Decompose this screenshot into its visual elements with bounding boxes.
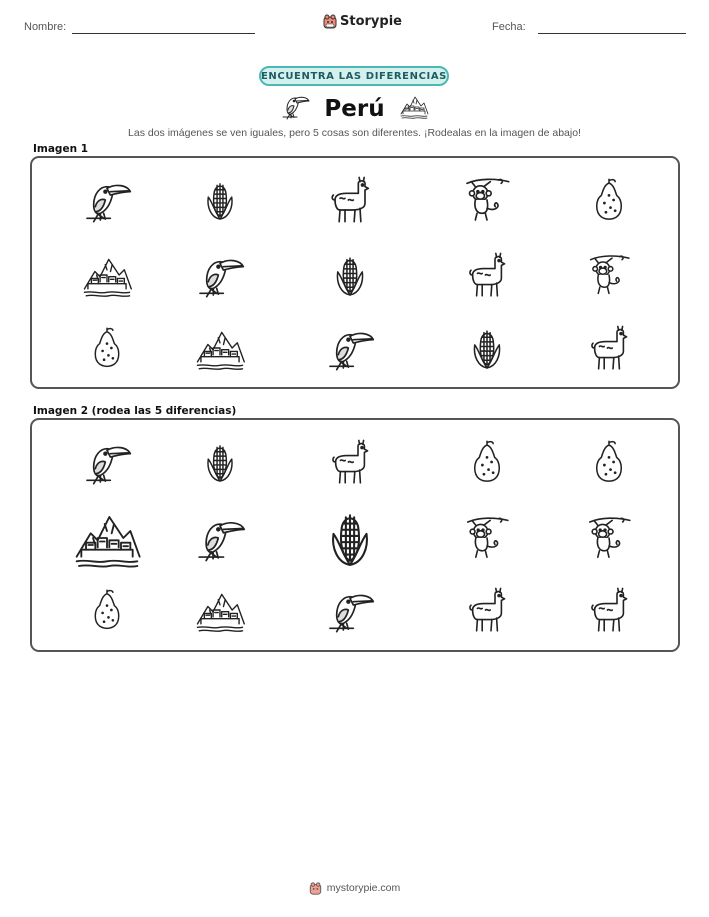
pear-icon[interactable] — [574, 432, 644, 492]
image-1-grid — [32, 158, 678, 387]
section-1-label: Imagen 1 — [33, 143, 89, 155]
monkey-icon — [452, 170, 522, 230]
pear-icon — [72, 318, 142, 378]
name-line[interactable] — [72, 33, 255, 34]
storypie-logo — [323, 13, 402, 29]
toucan-icon — [315, 318, 385, 378]
toucan-icon — [280, 91, 310, 126]
monkey-icon[interactable] — [452, 508, 522, 568]
image-2-grid — [32, 420, 678, 650]
corn-icon — [452, 318, 522, 378]
corn-icon — [315, 245, 385, 305]
footer — [0, 881, 709, 895]
llama-icon[interactable] — [315, 432, 385, 492]
pear-icon — [574, 170, 644, 230]
activity-badge: ENCUENTRA LAS DIFERENCIAS — [259, 66, 449, 86]
llama-icon[interactable] — [574, 580, 644, 640]
toucan-icon — [185, 245, 255, 305]
toucan-icon — [72, 170, 142, 230]
pear-icon[interactable] — [72, 580, 142, 640]
date-line[interactable] — [538, 33, 686, 34]
ruins-icon[interactable] — [72, 508, 142, 568]
corn-icon[interactable] — [315, 508, 385, 568]
brand-name: Storypie — [340, 13, 402, 29]
toucan-icon[interactable] — [72, 432, 142, 492]
toucan-icon[interactable] — [315, 580, 385, 640]
name-label: Nombre: — [24, 21, 67, 33]
ruins-icon[interactable] — [185, 580, 255, 640]
pear-icon[interactable] — [452, 432, 522, 492]
llama-icon — [315, 170, 385, 230]
llama-icon[interactable] — [452, 580, 522, 640]
corn-icon — [185, 170, 255, 230]
storypie-logo-icon — [323, 13, 337, 29]
footer-url[interactable]: mystorypie.com — [326, 882, 401, 894]
llama-icon — [452, 245, 522, 305]
date-label: Fecha: — [492, 21, 526, 33]
page-title: Perú — [324, 95, 385, 122]
ruins-icon — [72, 245, 142, 305]
llama-icon — [574, 318, 644, 378]
corn-icon[interactable] — [185, 432, 255, 492]
image-2-panel[interactable] — [30, 418, 680, 652]
monkey-icon[interactable] — [574, 508, 644, 568]
monkey-icon — [574, 245, 644, 305]
storypie-footer-icon — [309, 881, 322, 895]
ruins-icon — [399, 91, 429, 126]
section-2-label: Imagen 2 (rodea las 5 diferencias) — [33, 405, 237, 417]
instructions: Las dos imágenes se ven iguales, pero 5 cosas son diferentes. ¡Rodealas en la imagen de abajo! — [128, 127, 581, 139]
toucan-icon[interactable] — [185, 508, 255, 568]
ruins-icon — [185, 318, 255, 378]
image-1-panel — [30, 156, 680, 389]
